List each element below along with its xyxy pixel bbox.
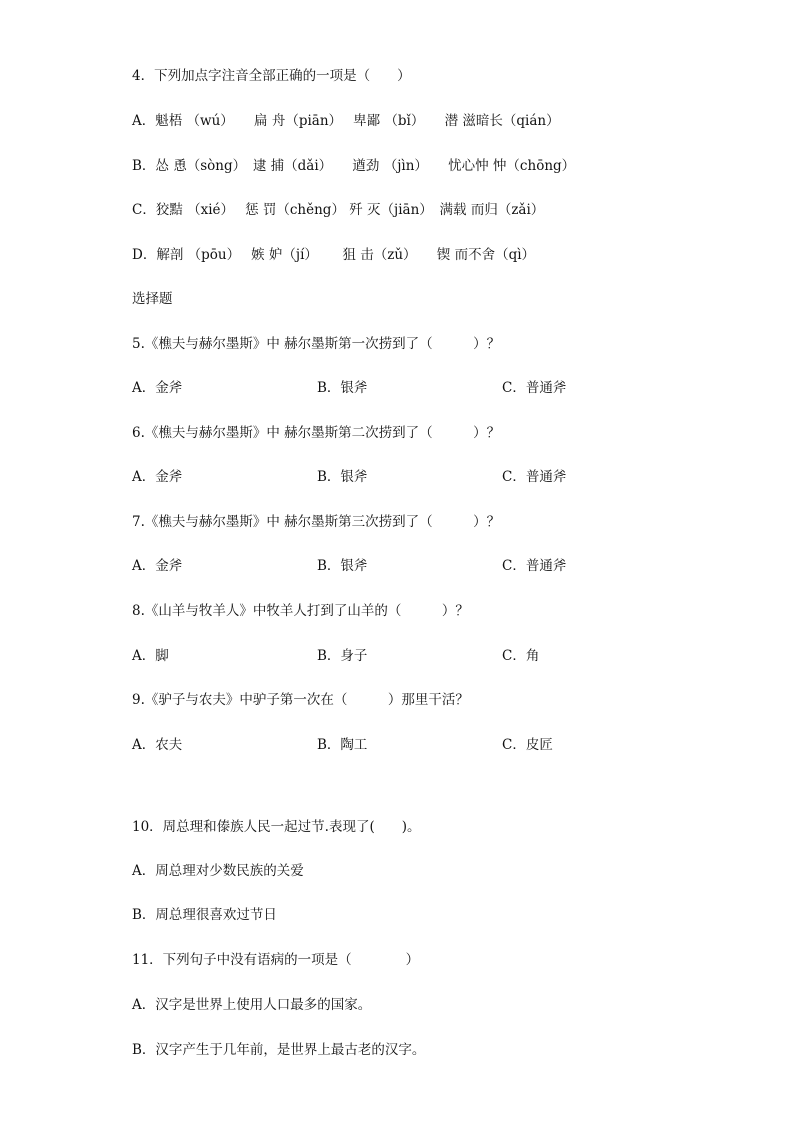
q9-stem: 9.《驴子与农夫》中驴子第一次在（ ）那里干活？ xyxy=(132,692,469,708)
q11-option-b: B．汉字产生于几年前，是世界上最古老的汉字。 xyxy=(132,1042,426,1058)
q8-option-a: A．脚 xyxy=(132,648,169,664)
q4-option-d: D．解剖 （pōu） 嫉 妒（jí） 狙 击（zǔ） 锲 而不舍（qì） xyxy=(132,247,536,263)
q9-option-a: A．农夫 xyxy=(132,737,183,753)
q5-stem: 5.《樵夫与赫尔墨斯》中 赫尔墨斯第一次捞到了（ ）？ xyxy=(132,336,501,352)
q10-stem: 10．周总理和傣族人民一起过节.表现了( )。 xyxy=(132,819,421,835)
q5-option-b: B．银斧 xyxy=(317,380,368,396)
q9-option-c: C．皮匠 xyxy=(502,737,553,753)
q7-stem: 7.《樵夫与赫尔墨斯》中 赫尔墨斯第三次捞到了（ ）？ xyxy=(132,514,501,530)
q4-option-b: B．怂 恿（sòng） 逮 捕（dǎi） 遒劲 （jìn） 忧心忡 忡（chōng） xyxy=(132,158,576,174)
q4-option-c: C．狡黠 （xié） 惩 罚（chěng） 歼 灭（jiān） 满载 而归（zǎi） xyxy=(132,202,545,218)
q5-option-a: A．金斧 xyxy=(132,380,183,396)
q8-stem: 8.《山羊与牧羊人》中牧羊人打到了山羊的（ ）？ xyxy=(132,603,469,619)
q6-option-a: A．金斧 xyxy=(132,469,183,485)
q7-option-a: A．金斧 xyxy=(132,558,183,574)
q7-option-c: C．普通斧 xyxy=(502,558,567,574)
q11-stem: 11．下列句子中没有语病的一项是（ ） xyxy=(132,952,420,968)
q5-option-c: C．普通斧 xyxy=(502,380,567,396)
q4-stem: 4．下列加点字注音全部正确的一项是（ ） xyxy=(132,68,411,84)
q6-option-c: C．普通斧 xyxy=(502,469,567,485)
q4-option-a: A．魁梧 （wú） 扁 舟（piān） 卑鄙 （bǐ） 潜 滋暗长（qián） xyxy=(132,113,560,129)
q10-option-b: B．周总理很喜欢过节日 xyxy=(132,907,277,923)
q8-option-b: B．身子 xyxy=(317,648,368,664)
q6-stem: 6.《樵夫与赫尔墨斯》中 赫尔墨斯第二次捞到了（ ）？ xyxy=(132,425,501,441)
q6-option-b: B．银斧 xyxy=(317,469,368,485)
q8-option-c: C．角 xyxy=(502,648,540,664)
q9-option-b: B．陶工 xyxy=(317,737,368,753)
q11-option-a: A．汉字是世界上使用人口最多的国家。 xyxy=(132,997,372,1013)
q7-option-b: B．银斧 xyxy=(317,558,368,574)
q10-option-a: A．周总理对少数民族的关爱 xyxy=(132,863,304,879)
section-label: 选择题 xyxy=(132,291,173,307)
